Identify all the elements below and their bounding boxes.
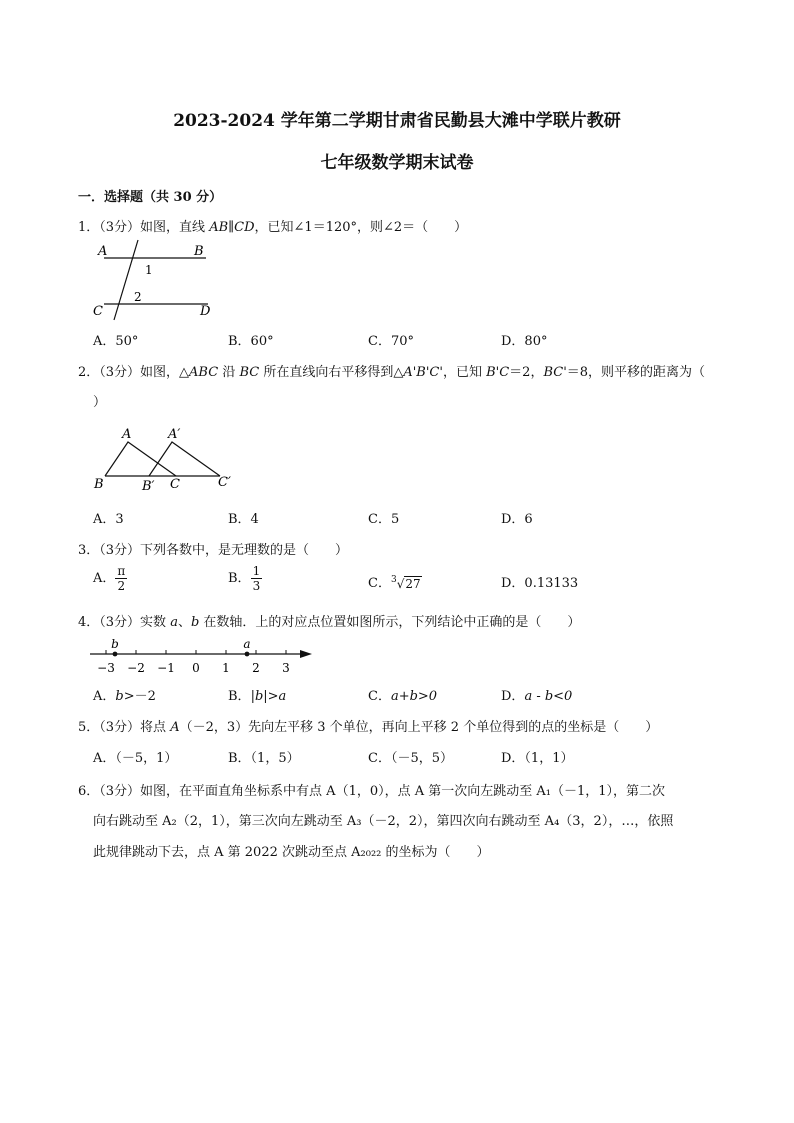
- q2-translation-figure: [88, 420, 248, 496]
- tick-label: −1: [157, 661, 175, 675]
- label-B-prime: B′: [142, 479, 155, 494]
- angle-1-label: 1: [145, 263, 153, 277]
- q3-option-d[interactable]: D．0.13133: [501, 576, 579, 591]
- label-A: A: [98, 244, 108, 259]
- question-4: 4．（3分）实数 a、b 在数轴．上的对应点位置如图所示，下列结论中正确的是（ ）: [78, 615, 581, 630]
- q3-option-b[interactable]: B． $\frac{1}{3}$: [228, 564, 261, 593]
- tick-label: 0: [192, 661, 200, 675]
- q3-option-a[interactable]: A． $\frac{\pi}{2}$: [93, 564, 126, 593]
- q1-option-c[interactable]: C．70°: [368, 334, 414, 349]
- point-b-label: b: [111, 637, 119, 651]
- label-C-prime: C′: [218, 475, 231, 490]
- q5-option-d[interactable]: D．（1，1）: [501, 751, 574, 766]
- point-a-label: a: [243, 637, 251, 651]
- label-B: B: [194, 244, 204, 259]
- q5-option-a[interactable]: A．（－5，1）: [93, 751, 178, 766]
- tick-label: −3: [97, 661, 115, 675]
- q1-option-a[interactable]: A．50°: [93, 334, 139, 349]
- q4-option-c[interactable]: C．a+b>0: [368, 689, 438, 704]
- exam-title: 2023-2024 学年第二学期甘肃省民勤县大滩中学联片教研: [173, 111, 621, 131]
- transversal-line: [114, 240, 138, 320]
- tick-label: 1: [222, 661, 230, 675]
- label-A: A: [122, 427, 132, 442]
- q4-number-line: [88, 634, 318, 680]
- angle-2-label: 2: [134, 290, 142, 304]
- section-heading: 一．选择题（共 30 分）: [78, 190, 223, 205]
- q1-option-b[interactable]: B．60°: [228, 334, 274, 349]
- q2-option-d[interactable]: D．6: [501, 512, 533, 527]
- axis-arrow: [300, 650, 312, 658]
- point-a: [245, 652, 250, 657]
- question-3: 3．（3分）下列各数中，是无理数的是（ ）: [78, 543, 349, 558]
- q5-option-b[interactable]: B．（1，5）: [228, 751, 300, 766]
- triangle-abc: [105, 442, 176, 476]
- tick-label: 3: [282, 661, 290, 675]
- q1-parallel-lines-figure: [88, 238, 228, 324]
- exam-subtitle: 七年级数学期末试卷: [320, 153, 474, 173]
- label-C: C: [170, 477, 180, 492]
- tick-label: −2: [127, 661, 145, 675]
- q4-option-b[interactable]: B．|b|>a: [228, 689, 287, 704]
- q2-option-b[interactable]: B．4: [228, 512, 259, 527]
- question-6-line-2: 向右跳动至 A₂（2，1），第三次向左跳动至 A₃（－2，2），第四次向右跳动至 A₄（3，2），…，依照: [93, 814, 674, 829]
- q5-option-c[interactable]: C．（－5，5）: [368, 751, 453, 766]
- question-6-line-3: 此规律跳动下去，点 A 第 2022 次跳动至点 A₂₀₂₂ 的坐标为（ ）: [93, 845, 490, 860]
- q4-option-a[interactable]: A．b>－2: [93, 689, 156, 704]
- q2-option-a[interactable]: A．3: [93, 512, 124, 527]
- question-2: 2．（3分）如图，△ABC 沿 BC 所在直线向右平移得到△A'B'C'，已知 B'C＝2，BC'＝8，则平移的距离为（: [78, 365, 706, 380]
- label-A-prime: A′: [168, 427, 181, 442]
- question-2-continued: ）: [93, 395, 107, 410]
- question-1: 1．（3分）如图，直线 AB∥CD，已知∠1＝120°，则∠2＝（ ）: [78, 220, 468, 235]
- q1-option-d[interactable]: D．80°: [501, 334, 548, 349]
- triangle-abc-prime: [149, 442, 220, 476]
- tick-label: 2: [252, 661, 260, 675]
- q2-option-c[interactable]: C．5: [368, 512, 400, 527]
- question-5: 5．（3分）将点 A（－2，3）先向左平移 3 个单位，再向上平移 2 个单位得到的点的坐标是（ ）: [78, 720, 659, 735]
- question-6-line-1: 6．（3分）如图，在平面直角坐标系中有点 A（1，0），点 A 第一次向左跳动至 A₁（－1，1），第二次: [78, 784, 666, 799]
- label-C: C: [93, 304, 103, 319]
- label-B: B: [94, 477, 104, 492]
- point-b: [113, 652, 118, 657]
- label-D: D: [200, 304, 211, 319]
- q3-option-c[interactable]: C．$^3$√27: [368, 574, 421, 591]
- q4-option-d[interactable]: D．a - b<0: [501, 689, 573, 704]
